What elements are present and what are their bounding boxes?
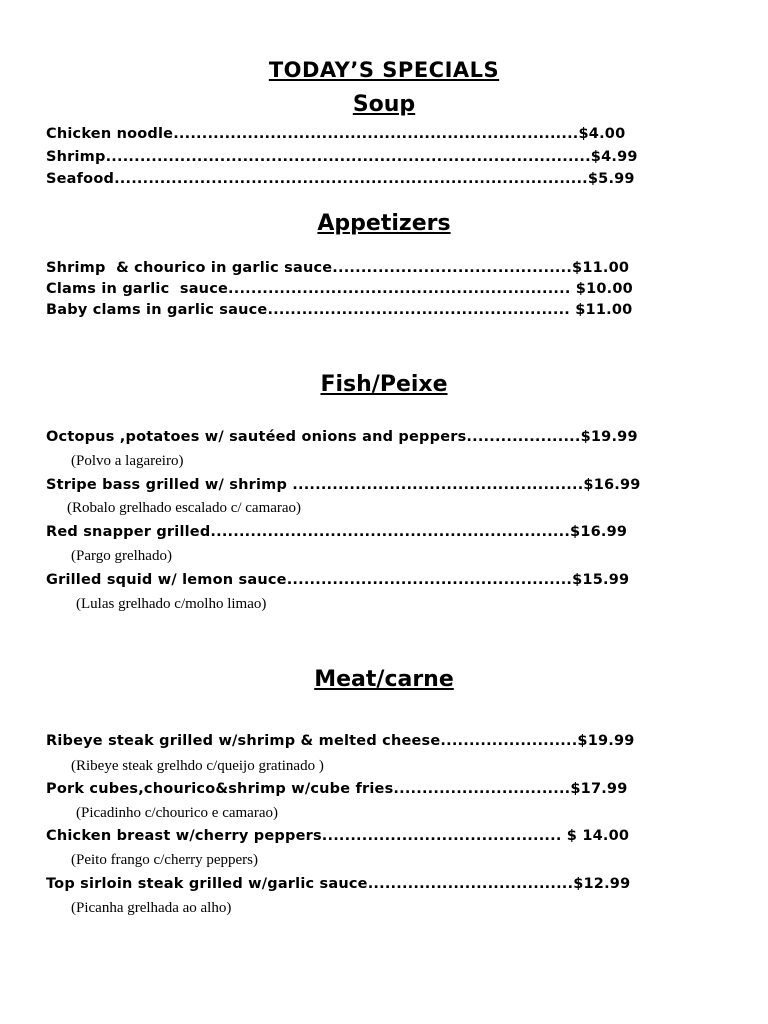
appetizer-item: Clams in garlic sauce............................................................ $10.00 <box>46 281 633 297</box>
meat-item-translation: (Picadinho c/chourico e camarao) <box>76 805 278 821</box>
meat-item-translation: (Ribeye steak grelhdo c/queijo gratinado ) <box>71 758 324 774</box>
meat-item: Chicken breast w/cherry peppers.......................................... $ 14.00 <box>46 828 630 844</box>
soup-item: Seafood...................................................................................$5.99 <box>46 171 635 187</box>
fish-heading: Fish/Peixe <box>320 372 448 397</box>
appetizers-heading: Appetizers <box>317 211 451 236</box>
fish-item: Grilled squid w/ lemon sauce..................................................$15.99 <box>46 572 630 588</box>
fish-item: Stripe bass grilled w/ shrimp ...................................................$16.99 <box>46 477 641 493</box>
meat-item: Ribeye steak grilled w/shrimp & melted cheese........................$19.99 <box>46 733 635 749</box>
appetizer-item: Shrimp & chourico in garlic sauce..........................................$11.00 <box>46 260 630 276</box>
soup-item: Chicken noodle.......................................................................$4.00 <box>46 126 626 142</box>
meat-item-translation: (Peito frango c/cherry peppers) <box>71 852 259 868</box>
meat-heading: Meat/carne <box>314 667 454 692</box>
fish-item-translation: (Robalo grelhado escalado c/ camarao) <box>67 500 302 516</box>
appetizer-item: Baby clams in garlic sauce..................................................... $11.00 <box>46 302 633 318</box>
meat-item-translation: (Picanha grelhada ao alho) <box>71 900 232 916</box>
fish-item: Red snapper grilled...............................................................$16.99 <box>46 524 628 540</box>
meat-item: Top sirloin steak grilled w/garlic sauce....................................$12.99 <box>46 876 631 892</box>
page-title: TODAY’S SPECIALS <box>268 58 500 82</box>
soup-heading: Soup <box>352 92 416 117</box>
fish-item-translation: (Lulas grelhado c/molho limao) <box>76 596 267 612</box>
fish-item: Octopus ,potatoes w/ sautéed onions and peppers....................$19.99 <box>46 429 638 445</box>
fish-item-translation: (Pargo grelhado) <box>71 548 172 564</box>
fish-item-translation: (Polvo a lagareiro) <box>71 453 184 469</box>
meat-item: Pork cubes,chourico&shrimp w/cube fries...............................$17.99 <box>46 781 628 797</box>
soup-item: Shrimp.....................................................................................$4.99 <box>46 149 638 165</box>
